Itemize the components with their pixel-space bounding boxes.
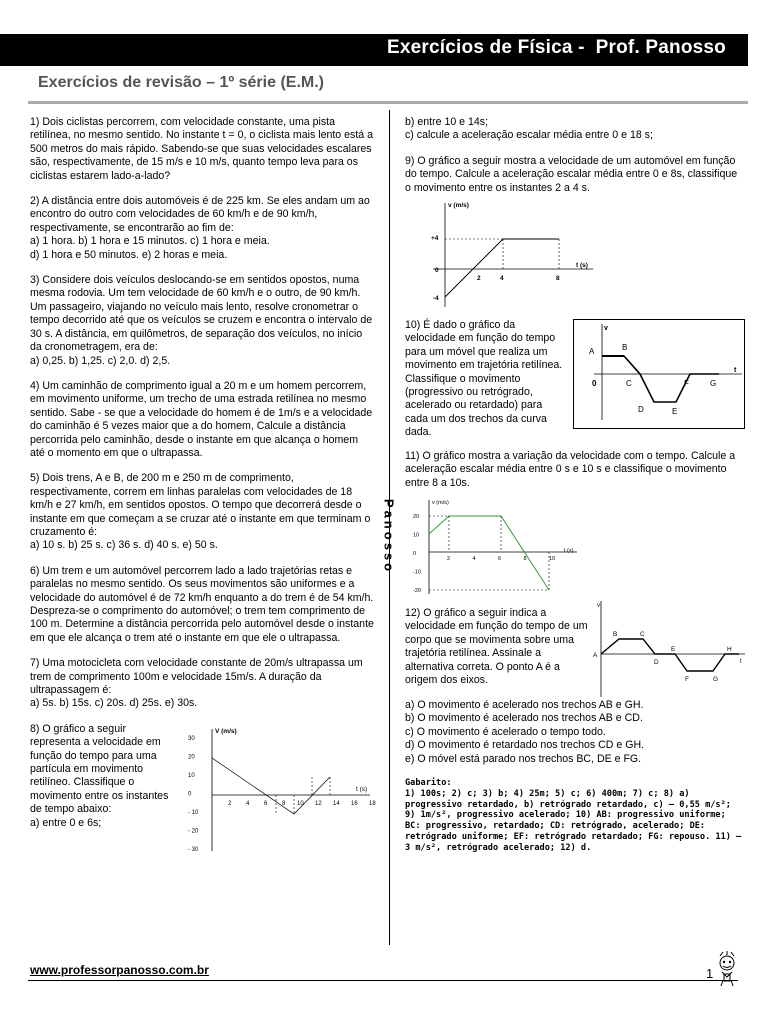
graph10-point-g: G [710,379,717,389]
vertical-author-label [374,484,398,594]
graph8-xtick-1: 4 [246,800,250,807]
question-1: 1) Dois ciclistas percorrem, com velocidade constante, uma pista retilínea, no mesmo sentido. No instante t = 0, o ciclista mais lento está a 500 metros do mais rápido. Sabendo-se que suas velocidades escalares são, respectivamente, de 15 m/s e 10 m/s, quanto tempo leva para os ciclistas estarem lado-a-lado? [30,116,373,182]
graph12-point-f: F [685,675,689,683]
graph-9 [413,197,593,315]
graph-11 [409,494,579,599]
graph10-point-f: F [684,379,689,389]
graph9-ytop: +4 [431,235,439,243]
page-subtitle: Exercícios de revisão – 1º série (E.M.) [38,74,324,91]
question-9: 9) O gráfico a seguir mostra a velocidade de um automóvel em função do tempo. Calcule a aceleração escalar média entre 0 e 8s, classifique o movimento entre os instantes 2 a 4 s. [405,154,738,194]
question-12-b: b) O movimento é acelerado nos trechos AB e CD. [405,712,643,725]
question-8: 8) O gráfico a seguir representa a velocidade em função do tempo para uma partícula em movimento retilíneo. Classifique o movimento entre os instantes de tempo abaixo: [30,722,169,816]
graph8-xlabel: t (s) [356,785,368,793]
question-3-options: a) 0,25. b) 1,25. c) 2,0. d) 2,5. [30,354,171,367]
graph8-xtick-3: 8 [282,800,286,807]
question-7: 7) Uma motocicleta com velocidade constante de 20m/s ultrapassa um trem de comprimento 100m e velocidade 15m/s. A duração da ultrapassagem é: [30,657,363,697]
vertical-author-text: Panosso [381,498,397,575]
header-bar [0,34,748,66]
left-column [30,116,375,858]
graph9-xlabel: t (s) [576,262,588,270]
graph12-point-g: G [713,675,719,683]
graph11-xtick-1: 4 [472,555,476,562]
graph12-point-c: C [640,630,645,638]
page-number: 1 [706,966,714,981]
question-8-row [30,723,375,858]
graph11-ytick-4: -20 [413,587,421,594]
graph12-point-a: A [593,651,598,659]
graph8-xtick-6: 14 [333,800,340,807]
graph9-ylabel: v (m/s) [448,202,469,210]
graph10-point-e: E [672,407,678,417]
question-8-a: a) entre 0 e 6s; [30,816,102,829]
graph8-xtick-4: 10 [297,800,304,807]
graph12-point-d: D [654,658,659,666]
graph8-ytick-3: 0 [188,791,192,798]
graph-8 [180,723,375,858]
question-12-row [405,602,745,699]
graph8-ytick-6: - 30 [188,846,199,853]
question-8-b: b) entre 10 e 14s; [405,116,489,128]
graph11-ylabel: v (m/s) [432,499,449,506]
answer-key-text: 1) 100s; 2) c; 3) b; 4) 25m; 5) c; 6) 400m; 7) c; 8) a) progressivo retardado, b) retrógrado retardado, c) – 0,55 m/s²; 9) 1m/s², progressivo acelerado; 10) AB: progressivo uniforme; BC: progressivo, retardado; CD: retrógrado, acelerado; DE: retrógrado uniforme; EF: retrógrado retardado; FG: repouso. 11) – 3 m/s², retrógrado acelerado; 12) d. [405,788,742,853]
graph-10 [573,319,745,429]
graph11-xtick-0: 2 [447,555,451,562]
question-11: 11) O gráfico mostra a variação da velocidade com o tempo. Calcule a aceleração escalar média entre 0 s e 10 s e classifique o movimento entre 8 a 10s. [405,449,736,489]
graph10-xlabel: t [734,367,737,375]
graph9-origin: 0 [435,267,439,275]
question-12: 12) O gráfico a seguir indica a velocidade em função do tempo de um corpo que se movimenta sobre uma trajetória retilínea. Assinale a alternativa correta. O ponto A é a origem dos eixos. [405,606,588,686]
graph11-xtick-4: 10 [549,555,556,562]
graph12-point-e: E [671,645,676,653]
graph8-ytick-4: - 10 [188,809,199,816]
graph11-yticks [413,514,421,594]
question-2-options-b: d) 1 hora e 50 minutos. e) 2 horas e meia. [30,248,228,261]
graph8-ytick-1: 20 [188,754,195,761]
clown-mascot-icon [712,950,742,990]
graph8-ylabel: V (m/s) [215,727,237,735]
question-5-options: a) 10 s. b) 25 s. c) 36 s. d) 40 s. e) 50 s. [30,539,218,552]
footer-website-link[interactable]: www.professorpanosso.com.br [30,963,209,977]
question-12-c: c) O movimento é acelerado o tempo todo. [405,725,606,738]
question-10-row [405,319,745,440]
question-10: 10) É dado o gráfico da velocidade em função do tempo para um móvel que realiza um movimento em trajetória retilínea. Classifique o movimento (progressivo ou retrógrado, acelerado ou retardado) para cada um dos trechos da curva dada. [405,319,563,439]
question-7-options: a) 5s. b) 15s. c) 20s. d) 25s. e) 30s. [30,697,198,710]
question-5: 5) Dois trens, A e B, de 200 m e 250 m de comprimento, respectivamente, correm em linhas paralelas com velocidades de 18 km/h e 27 km/h, em sentidos opostos. O tempo que decorrerá desde o instante em que começam a se cruzar até o instante em que terminam o cruzamento é: [30,472,371,538]
graph10-point-d: D [638,405,644,415]
question-2: 2) A distância entre dois automóveis é de 225 km. Se eles andam um ao encontro do outro com velocidades de 60 km/h e de 90 km/h, respectivamente, se encontrarão ao fim de: [30,195,370,234]
answer-key [405,778,745,854]
right-column [405,116,745,854]
graph8-xtick-8: 18 [369,800,376,807]
question-4: 4) Um caminhão de comprimento igual a 20 m e um homem percorrem, em movimento uniforme, um trecho de uma estrada retilínea no mesmo sentido. Sabe - se que a velocidade do homem é de 1m/s e a velocidade do caminhão é 5 vezes maior que a do homem, Calcule a distância percorrida pelo caminhão, desde o instante em que alcança o homem até o momento em que o ultrapassa. [30,379,373,459]
graph8-xtick-2: 6 [264,800,268,807]
graph8-ytick-5: - 20 [188,828,199,835]
graph12-ylabel: v [597,602,600,609]
question-6: 6) Um trem e um automóvel percorrem lado a lado trajetórias retas e paralelas no mesmo sentido. Os seus movimentos são uniformes e a velocidade do automóvel é de 72 km/h enquanto a do trem é de 54 km/h. Despreza-se o comprimento do automóvel; o trem tem comprimento de 100 m. Determine a distância percorrida pelo automóvel desde o instante em que ele alcança o trem até o instante em que ele o ultrapassa. [30,564,374,644]
graph9-ybottom: -4 [433,295,439,303]
graph8-ytick-2: 10 [188,772,195,779]
graph11-ytick-1: 10 [413,532,420,539]
graph8-xtick-5: 12 [315,800,322,807]
graph8-ytick-0: 30 [188,735,195,742]
graph11-xtick-2: 6 [498,555,502,562]
graph8-xtick-0: 2 [228,800,232,807]
question-12-a: a) O movimento é acelerado nos trechos AB e GH. [405,698,644,711]
graph8-yticks [188,736,199,853]
graph12-point-h: H [727,645,732,653]
question-3: 3) Considere dois veículos deslocando-se em sentidos opostos, numa mesma rodovia. Um tem velocidade de 60 km/h e o outro, de 90 km/h. Um passageiro, viajando no veículo mais lento, resolve cronometrar o tempo decorrido até que os veículos se cruzem e encontra o intervalo de 30 s. A distância, em quilômetros, de separação dos veículos, no início da cronometragem, era de: [30,274,373,354]
graph12-point-b: B [613,630,618,638]
graph10-point-b: B [622,343,628,353]
graph11-xtick-3: 8 [523,555,527,562]
question-2-options-a: a) 1 hora. b) 1 hora e 15 minutos. c) 1 hora e meia. [30,235,270,248]
graph11-xticks [447,556,555,562]
question-8-c: c) calcule a aceleração escalar média entre 0 e 18 s; [405,129,653,142]
graph11-ytick-3: -10 [413,569,421,576]
graph9-xtick-8: 8 [556,275,560,283]
graph8-xtick-7: 16 [351,800,358,807]
graph11-xlabel: t (s) [564,547,574,554]
question-12-d: d) O movimento é retardado nos trechos CD e GH. [405,739,645,752]
graph10-origin: 0 [592,379,597,389]
graph12-xlabel: t [740,658,742,665]
graph10-ylabel: v [604,325,608,333]
graph9-xtick-2: 2 [477,275,481,283]
answer-key-title: Gabarito: [405,777,452,788]
graph10-point-a: A [589,347,595,357]
graph9-xtick-4: 4 [500,275,504,283]
graph11-ytick-2: 0 [413,550,417,557]
question-12-e: e) O móvel está parado nos trechos BC, DE e FG. [405,752,642,765]
footer-rule [28,980,738,981]
subtitle-underline [28,101,748,104]
graph10-point-c: C [626,379,632,389]
graph11-ytick-0: 20 [413,513,420,520]
header-title: Exercícios de Física - Prof. Panosso [387,37,726,58]
graph-12 [595,599,745,699]
